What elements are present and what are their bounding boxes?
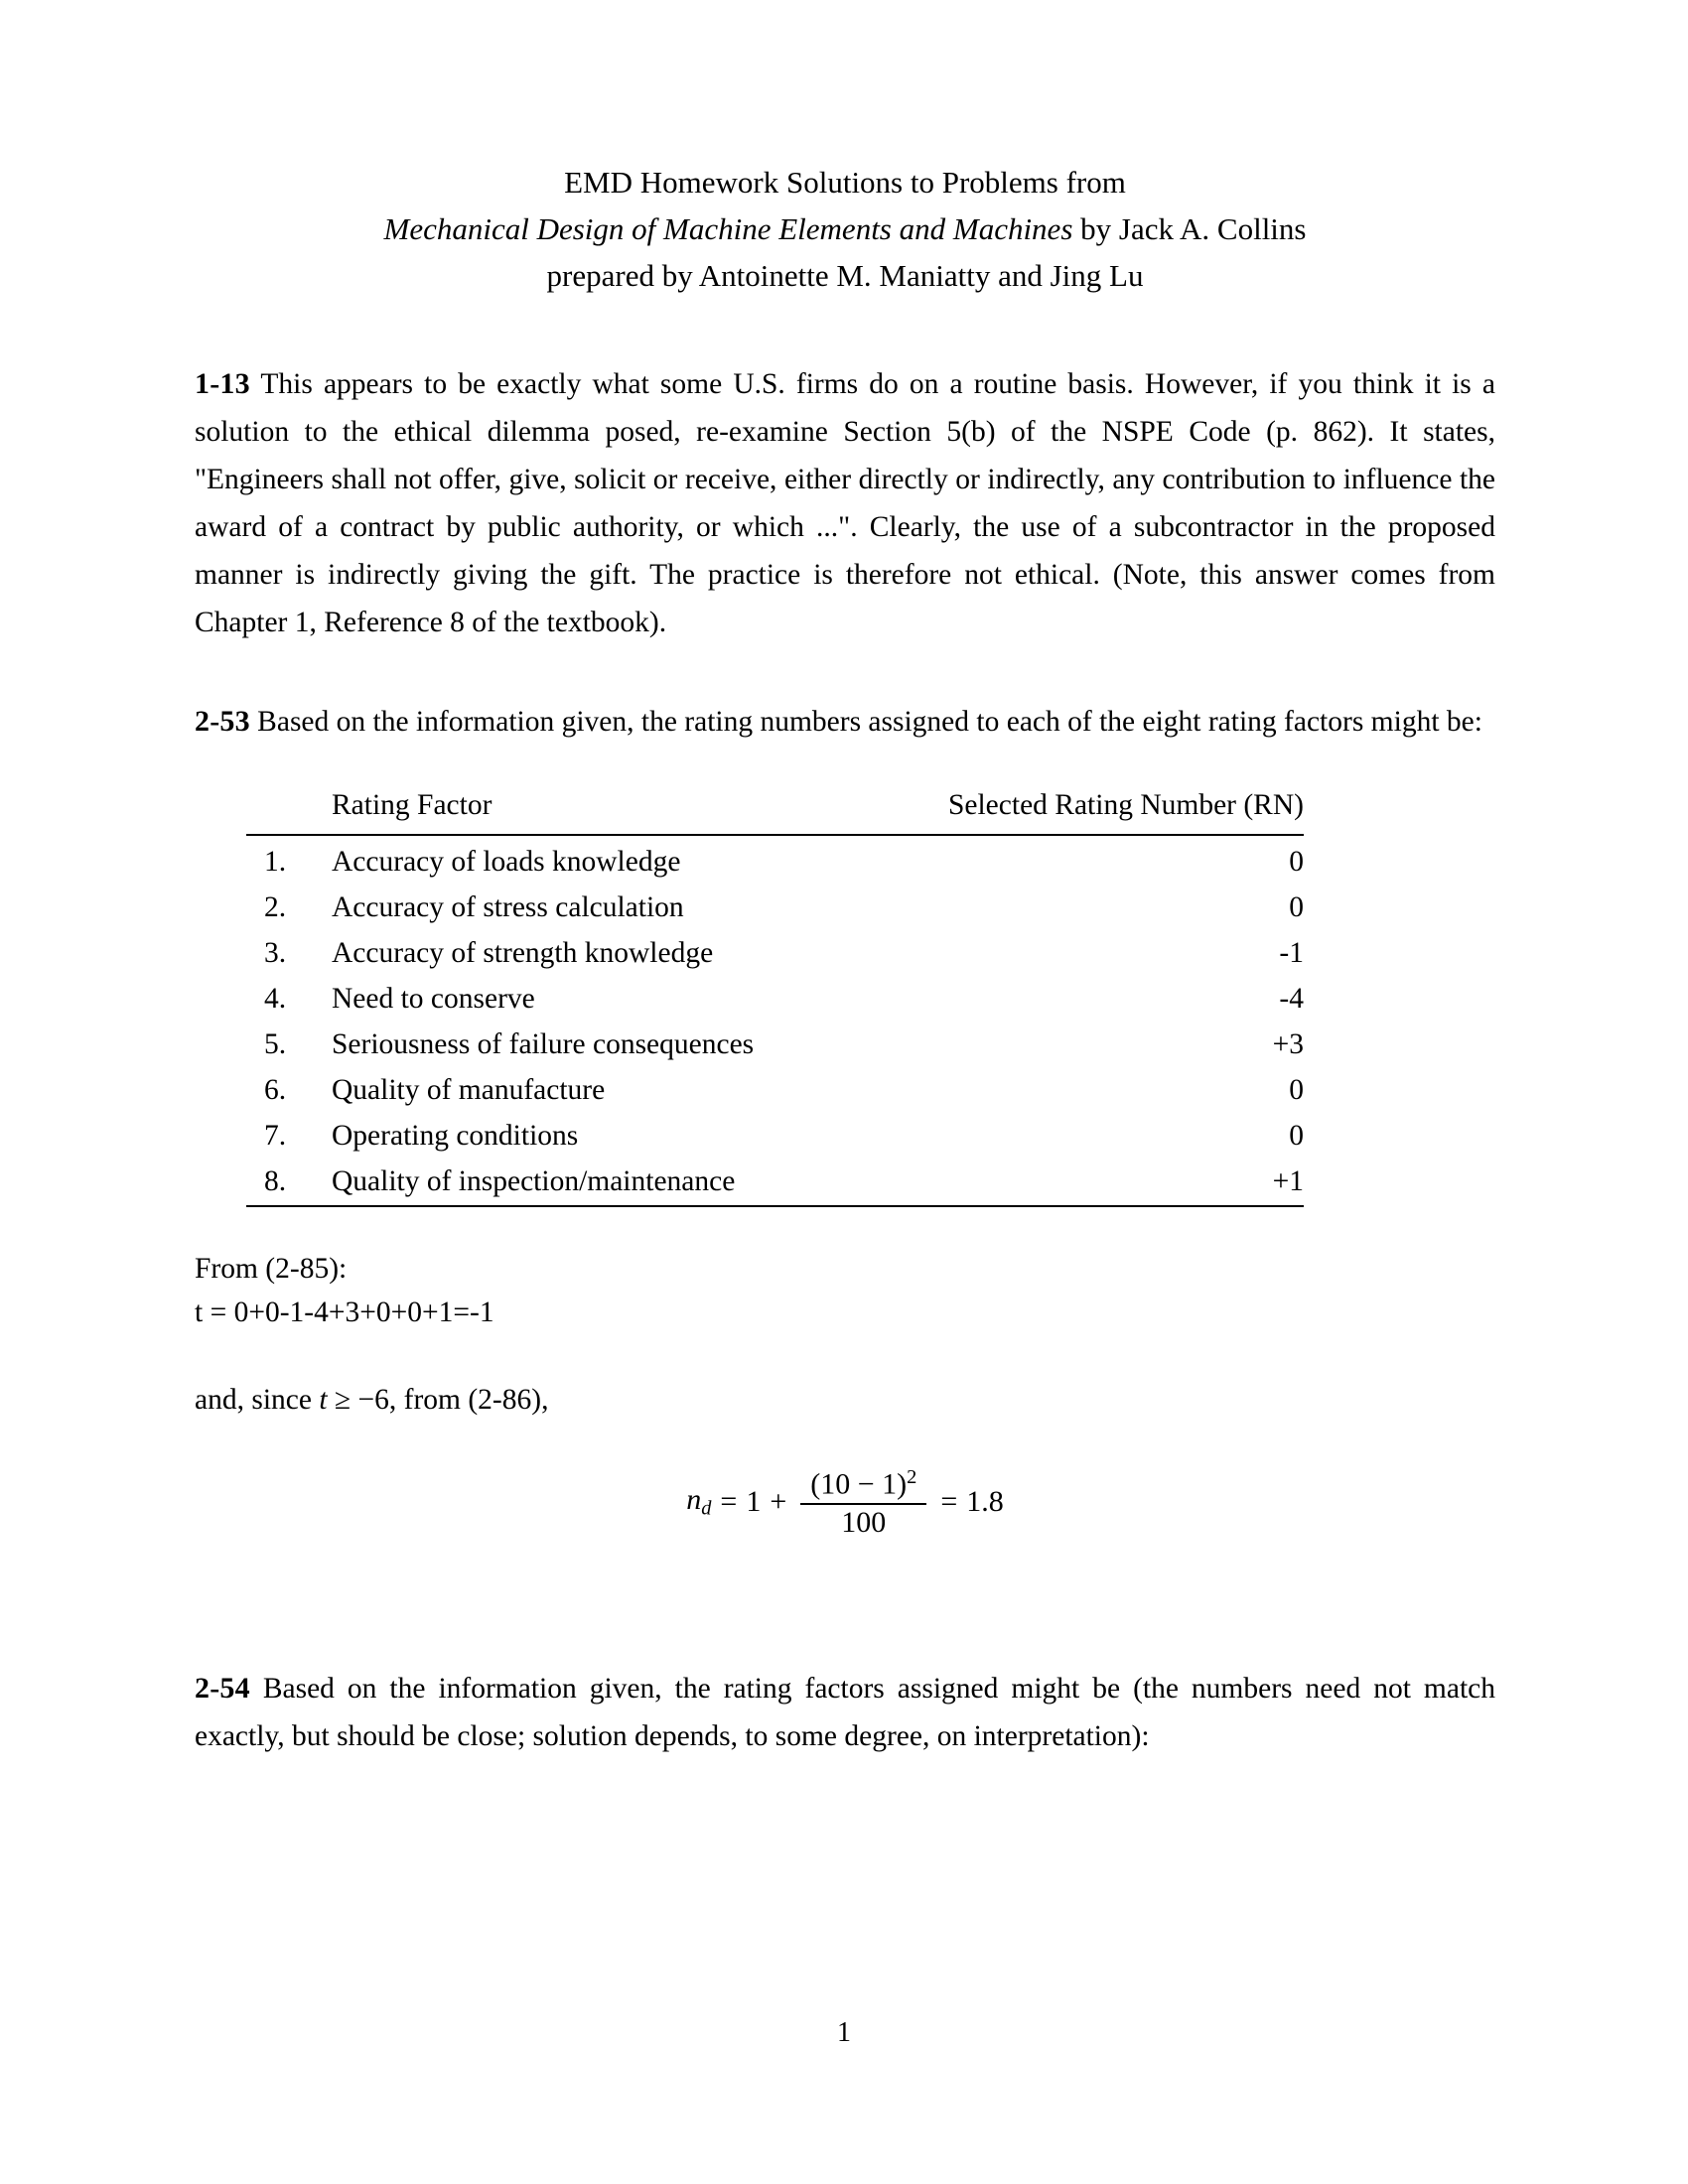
row-index: 7. — [264, 1120, 287, 1152]
problem-2-53-intro-text: Based on the information given, the rating numbers assigned to each of the eight rating factors might be: — [257, 706, 1482, 738]
row-rating: 0 — [1289, 1120, 1304, 1152]
problem-1-13-number: 1-13 — [195, 367, 250, 400]
since-condition-line — [195, 1378, 1495, 1422]
row-rating: -4 — [1279, 983, 1304, 1015]
equation-lhs-base: n — [686, 1483, 702, 1517]
table-row — [246, 1160, 1304, 1206]
row-index: 2. — [264, 891, 287, 923]
table-row — [246, 1114, 1304, 1160]
book-author: by Jack A. Collins — [1072, 211, 1307, 246]
table-row — [246, 1023, 1304, 1068]
table-header-rating-factor: Rating Factor — [332, 789, 492, 821]
equation-denominator: 100 — [841, 1505, 887, 1539]
equation-numerator-exponent: 2 — [907, 1466, 917, 1488]
row-index: 1. — [264, 846, 287, 878]
table-header — [246, 789, 1304, 835]
table-row — [246, 931, 1304, 977]
title-line-3: prepared by Antoinette M. Maniatty and Jing Lu — [546, 258, 1144, 293]
equation-numerator-base: (10 − 1) — [810, 1467, 908, 1501]
equation-lhs-variable — [686, 1485, 711, 1519]
table-header-row — [246, 789, 1304, 835]
since-prefix: and, since — [195, 1384, 320, 1416]
row-factor: Quality of manufacture — [332, 1074, 606, 1106]
row-factor: Accuracy of stress calculation — [332, 891, 684, 923]
table-header-rating-number: Selected Rating Number (RN) — [947, 789, 1304, 821]
equation-numerator — [800, 1467, 926, 1503]
title-line-1: EMD Homework Solutions to Problems from — [564, 165, 1126, 200]
row-factor: Quality of inspection/maintenance — [326, 1160, 860, 1206]
spacer — [195, 1334, 1495, 1378]
row-rating: 0 — [1289, 1074, 1304, 1106]
row-factor: Operating conditions — [332, 1120, 579, 1152]
row-rating: -1 — [1279, 937, 1304, 969]
spacer — [195, 746, 1495, 789]
title-line-2 — [195, 205, 1495, 252]
table-header-index — [246, 789, 326, 835]
row-rating: +3 — [1272, 1028, 1304, 1060]
document-title-block — [195, 0, 1495, 299]
rating-factor-table — [246, 789, 1304, 1207]
equation-inline-group — [686, 1467, 1004, 1538]
from-reference-line: From (2-85): — [195, 1253, 348, 1285]
row-index: 8. — [246, 1160, 326, 1206]
book-title-italic: Mechanical Design of Machine Elements and Machines — [383, 211, 1073, 246]
row-factor: Need to conserve — [332, 983, 535, 1015]
problem-2-54-text: Based on the information given, the rating factors assigned might be (the numbers need not match exactly, but should be close; solution depends, to some degree, on interpretation): — [195, 1672, 1495, 1752]
page-number: 1 — [837, 2017, 851, 2048]
problem-1-13-paragraph — [195, 360, 1495, 646]
equation-result: 1.8 — [966, 1485, 1004, 1519]
table-row — [246, 977, 1304, 1023]
problem-2-54-number: 2-54 — [195, 1671, 250, 1705]
t-sum-equation: t = 0+0-1-4+3+0+0+1=-1 — [195, 1297, 494, 1328]
table-row — [246, 1068, 1304, 1114]
since-variable-t: t — [319, 1384, 328, 1416]
row-index: 3. — [264, 937, 287, 969]
spacer — [195, 1422, 1495, 1461]
problem-2-53-number: 2-53 — [195, 705, 250, 738]
table-row — [246, 835, 1304, 886]
spacer — [195, 1538, 1495, 1665]
equation-equals-2: = — [940, 1485, 958, 1519]
row-index: 6. — [264, 1074, 287, 1106]
equation-plus: + — [770, 1485, 787, 1519]
design-safety-factor-equation — [195, 1461, 1495, 1538]
problem-1-13-text: This appears to be exactly what some U.S. firms do on a routine basis. However, if you think it is a solution to the ethical dilemma posed, re-examine Section 5(b) of the NSPE Code (p. 862). It states, "Engineers shall not offer, give, solicit or receive, either directly or indirectly, any contribution to influence the award of a contract by public authority, or which ...". Clearly, the use of a subcontractor in the proposed manner is indirectly giving the gift. The practice is therefore not ethical. (Note, this answer comes from Chapter 1, Reference 8 of the textbook). — [195, 368, 1495, 638]
content-column — [195, 0, 1495, 1760]
row-factor: Seriousness of failure consequences — [332, 1028, 755, 1060]
spacer — [195, 299, 1495, 360]
problem-2-53-paragraph — [195, 698, 1495, 746]
table-body — [246, 835, 1304, 1206]
row-rating: 0 — [1289, 846, 1304, 878]
problem-2-54-paragraph — [195, 1665, 1495, 1760]
spacer — [195, 646, 1495, 698]
spacer — [195, 1207, 1495, 1247]
equation-constant-one: 1 — [746, 1485, 762, 1519]
equation-fraction — [800, 1467, 926, 1538]
row-factor: Accuracy of loads knowledge — [332, 846, 681, 878]
row-rating: 0 — [1289, 891, 1304, 923]
row-index: 4. — [264, 983, 287, 1015]
row-index: 5. — [264, 1028, 287, 1060]
table-row — [246, 886, 1304, 931]
row-rating: +1 — [860, 1160, 1304, 1206]
equation-equals-1: = — [720, 1485, 738, 1519]
equation-lhs-subscript: d — [701, 1498, 712, 1521]
since-remainder: ≥ −6, from (2-86), — [327, 1384, 549, 1416]
row-factor: Accuracy of strength knowledge — [332, 937, 714, 969]
